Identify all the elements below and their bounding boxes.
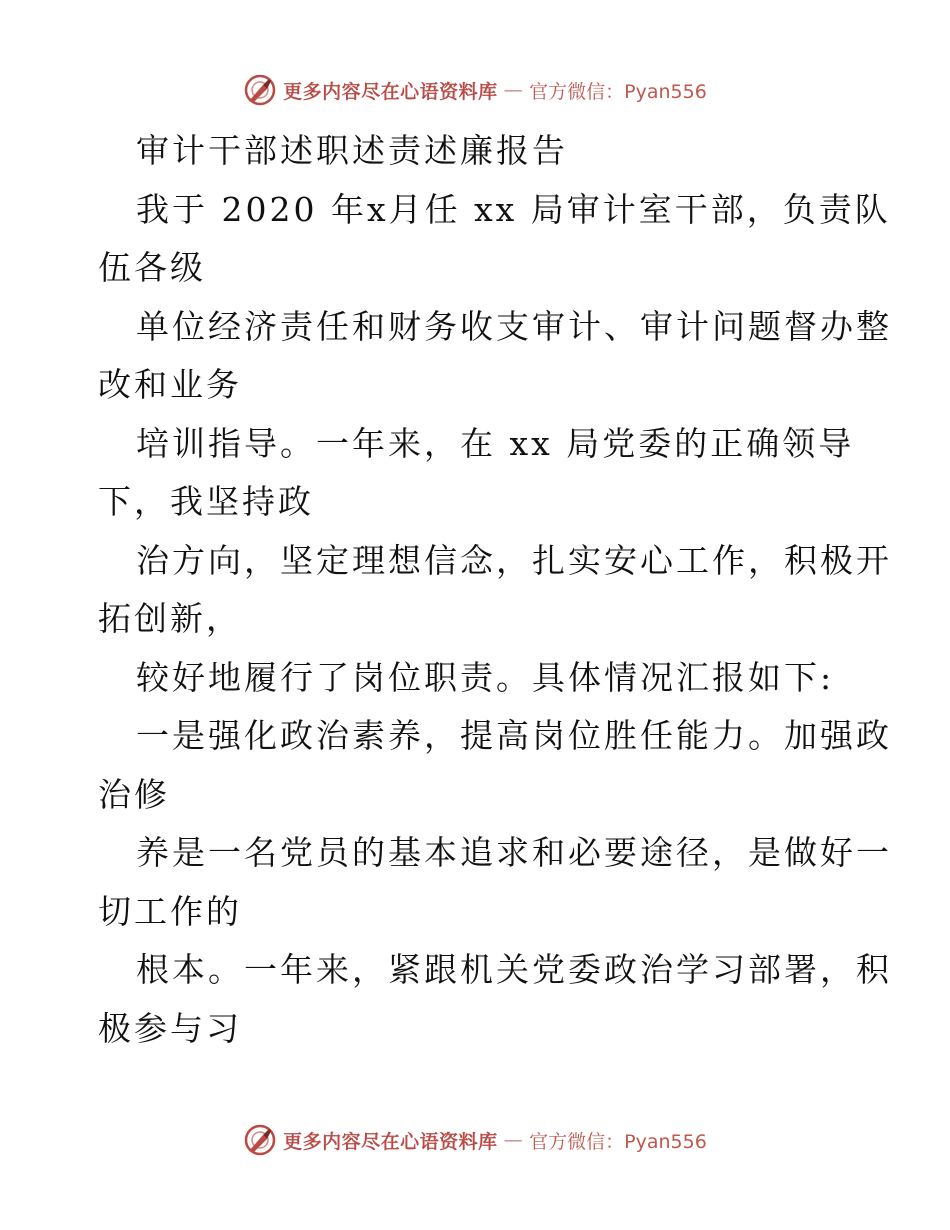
text-line: 切工作的	[98, 891, 242, 931]
footer-watermark-wechat: 官方微信：Pyan556	[529, 1130, 707, 1153]
text-line: 改和业务	[98, 365, 242, 404]
header-watermark	[0, 70, 950, 110]
header-watermark-wechat: 官方微信：Pyan556	[529, 80, 707, 103]
text-line: 较好地履行了岗位职责。具体情况汇报如下:	[136, 657, 835, 697]
text-line: 治方向，坚定理想信念，扎实安心工作，积极开	[136, 540, 892, 580]
text-line: 伍各级	[98, 248, 206, 287]
footer-watermark-text: 更多内容尽在心语资料库	[283, 1130, 498, 1153]
footer-watermark-dash: —	[503, 1129, 524, 1151]
header-watermark-dash: —	[503, 79, 524, 101]
text-line: 养是一名党员的基本追求和必要途径，是做好一	[136, 833, 892, 872]
pen-logo-icon	[243, 73, 277, 107]
text-line: 单位经济责任和财务收支审计、审计问题督办整	[136, 306, 892, 346]
text-line: 治修	[98, 774, 170, 814]
text-line: 培训指导。一年来，在 xx 局党委的正确领导	[136, 423, 855, 463]
header-watermark-text: 更多内容尽在心语资料库	[283, 80, 498, 103]
text-line: 拓创新，	[98, 599, 242, 638]
document-body	[98, 122, 892, 1058]
pen-logo-icon	[243, 1123, 277, 1157]
text-line: 我于 2020 年x月任 xx 局审计室干部，负责队	[136, 189, 891, 229]
text-line: 下，我坚持政	[98, 482, 314, 521]
footer-watermark	[0, 1120, 950, 1160]
text-line: 一是强化政治素养，提高岗位胜任能力。加强政	[136, 716, 892, 755]
text-line: 极参与习	[98, 1008, 242, 1048]
text-line: 根本。一年来，紧跟机关党委政治学习部署，积	[136, 950, 892, 989]
document-title: 审计干部述职述责述廉报告	[136, 131, 568, 170]
